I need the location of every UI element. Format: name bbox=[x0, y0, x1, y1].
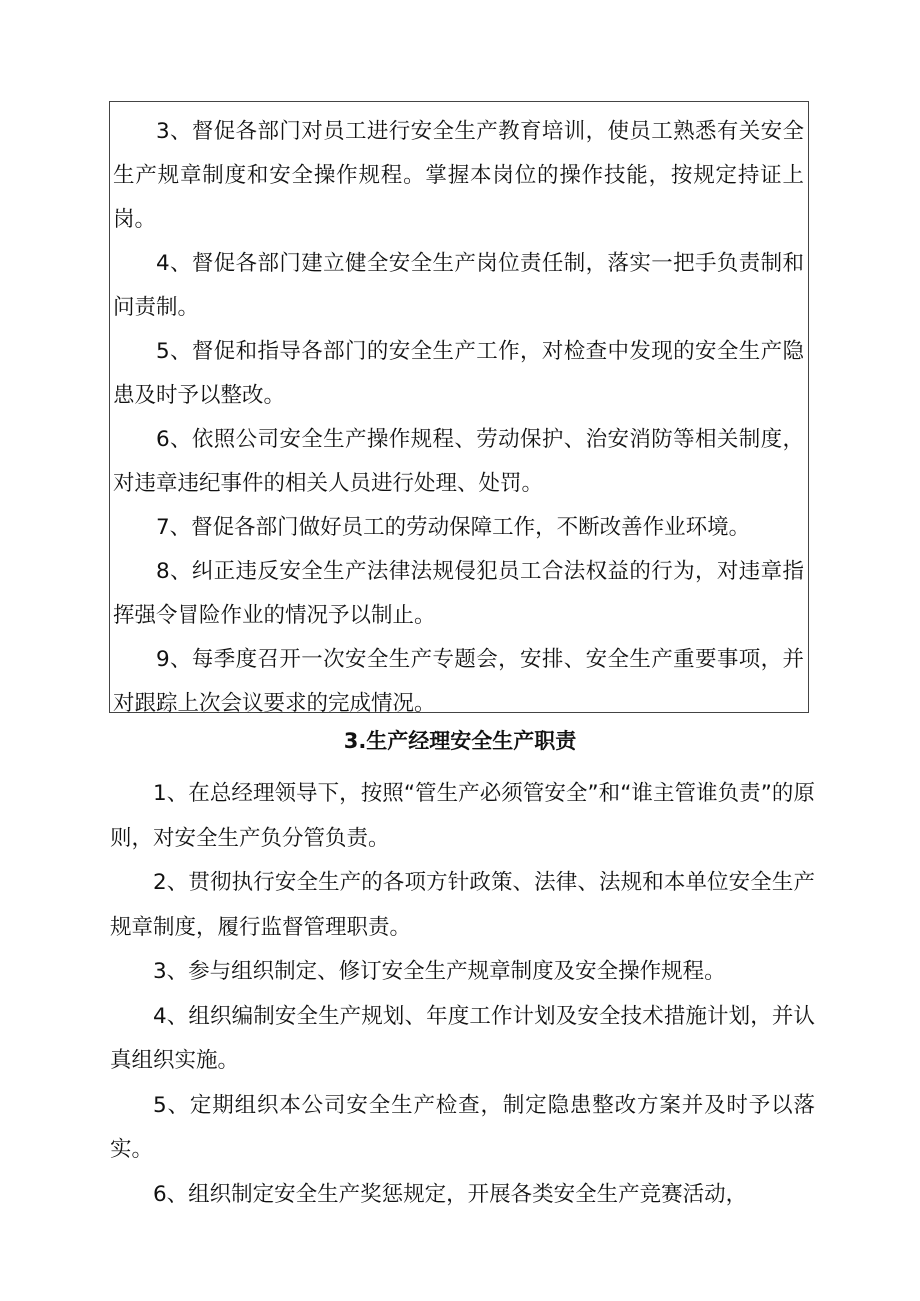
paragraph-item-9: 9、每季度召开一次安全生产专题会，安排、安全生产重要事项，并对跟踪上次会议要求的完成情况。 bbox=[113, 647, 804, 716]
section-heading: 3.生产经理安全生产职责 bbox=[343, 729, 577, 753]
paragraph-item-3: 3、督促各部门对员工进行安全生产教育培训，使员工熟悉有关安全生产规章制度和安全操作规程。掌握本岗位的操作技能，按规定持证上岗。 bbox=[113, 119, 804, 232]
duty-item-3: 3、参与组织制定、修订安全生产规章制度及安全操作规程。 bbox=[153, 959, 726, 984]
paragraph-item-6: 6、依照公司安全生产操作规程、劳动保护、治安消防等相关制度，对违章违纪事件的相关人员进行处理、处罚。 bbox=[113, 427, 804, 496]
duty-item-2: 2、贯彻执行安全生产的各项方针政策、法律、法规和本单位安全生产规章制度，履行监督管理职责。 bbox=[110, 870, 815, 940]
bordered-table-cell bbox=[109, 101, 809, 716]
duty-item-6: 6、组织制定安全生产奖惩规定，开展各类安全生产竞赛活动， bbox=[153, 1181, 748, 1207]
paragraph-item-8: 8、纠正违反安全生产法律法规侵犯员工合法权益的行为，对违章指挥强令冒险作业的情况予以制止。 bbox=[113, 559, 804, 628]
duty-item-5: 5、定期组织本公司安全生产检查，制定隐患整改方案并及时予以落实。 bbox=[110, 1092, 815, 1162]
paragraph-item-5: 5、督促和指导各部门的安全生产工作，对检查中发现的安全生产隐患及时予以整改。 bbox=[113, 339, 804, 408]
duty-item-1: 1、在总经理领导下，按照“管生产必须管安全”和“谁主管谁负责”的原则，对安全生产负分管负责。 bbox=[110, 781, 815, 851]
paragraph-item-4: 4、督促各部门建立健全安全生产岗位责任制，落实一把手负责制和问责制。 bbox=[113, 251, 804, 320]
paragraph-item-7: 7、督促各部门做好员工的劳动保障工作，不断改善作业环境。 bbox=[156, 515, 751, 540]
section-body bbox=[110, 772, 815, 1217]
duty-item-4: 4、组织编制安全生产规划、年度工作计划及安全技术措施计划，并认真组织实施。 bbox=[110, 1003, 815, 1073]
